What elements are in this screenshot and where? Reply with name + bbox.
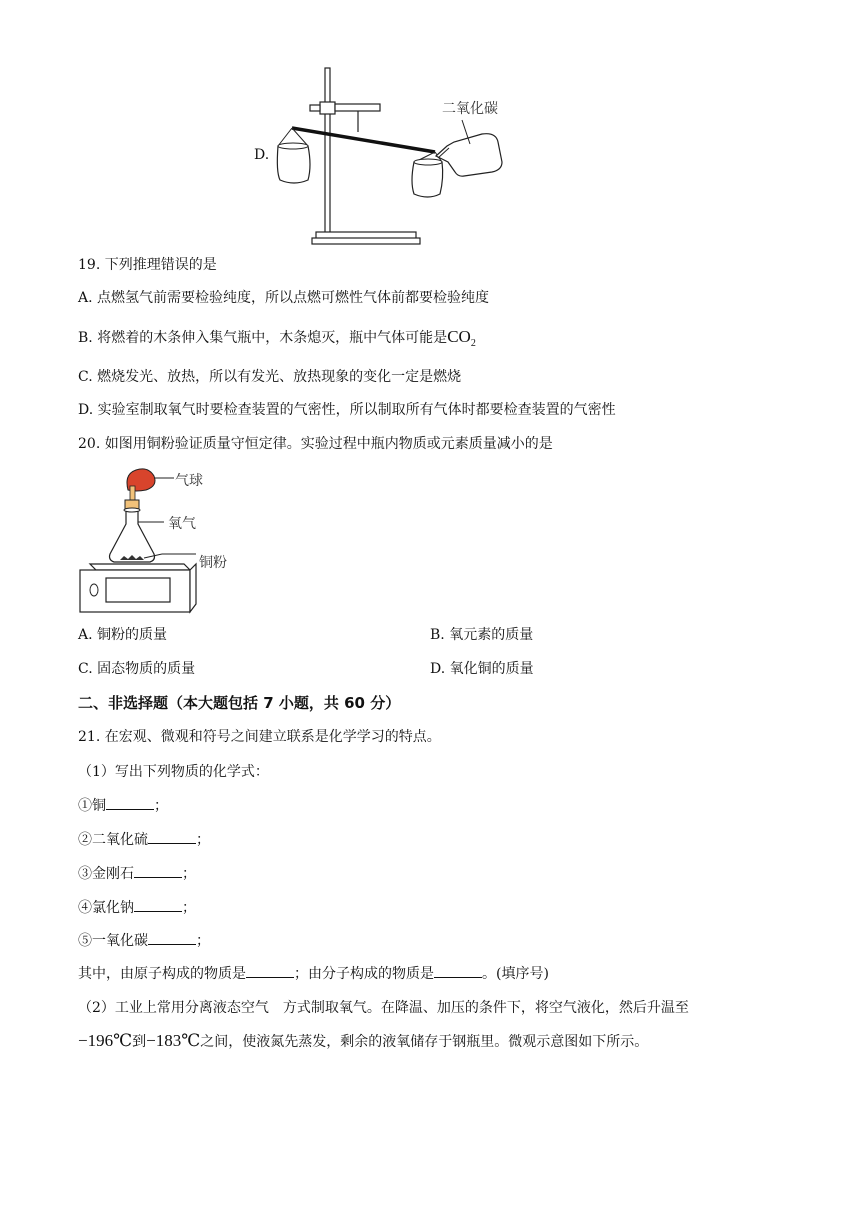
q20-stem: 20. 如图用铜粉验证质量守恒定律。实验过程中瓶内物质或元素质量减小的是: [78, 436, 553, 452]
scale-flask-apparatus: [78, 462, 248, 620]
q21-item-2-text: ②二氧化硫: [78, 832, 148, 848]
q21-item-3-text: ③金刚石: [78, 866, 134, 882]
temperature-connector: 到: [132, 1034, 147, 1050]
answer-blank[interactable]: [246, 965, 294, 978]
q19-option-b: [78, 328, 476, 353]
co2-subscript: 2: [470, 337, 476, 349]
q21-item-end: ；: [182, 900, 196, 916]
q21-summary-b: ；由分子构成的物质是: [294, 966, 434, 982]
q21-part2-line2: [78, 1032, 648, 1051]
q19-option-c: C. 燃烧发光、放热，所以有发光、放热现象的变化一定是燃烧: [78, 369, 462, 385]
q21-item-5: [78, 932, 210, 950]
answer-blank[interactable]: [148, 831, 196, 844]
q21-stem: 21. 在宏观、微观和符号之间建立联系是化学学习的特点。: [78, 729, 441, 745]
q21-item-1-text: ①铜: [78, 798, 106, 814]
q21-item-end: ；: [196, 832, 210, 848]
q19-option-b-text: B. 将燃着的木条伸入集气瓶中，木条熄灭，瓶中气体可能是: [78, 330, 448, 346]
q21-item-end: ；: [196, 933, 210, 949]
figure-copper-experiment: [78, 462, 248, 620]
q19-option-a: A. 点燃氢气前需要检验纯度，所以点燃可燃性气体前都要检验纯度: [78, 290, 490, 306]
q21-item-4-text: ④氯化钠: [78, 900, 134, 916]
q21-summary-c: 。(填序号): [482, 966, 549, 982]
answer-blank[interactable]: [134, 865, 182, 878]
q21-part2-line1: （2）工业上常用分离液态空气 方式制取氧气。在降温、加压的条件下，将空气液化，然后升温至: [78, 1000, 689, 1016]
q21-summary-a: 其中，由原子构成的物质是: [78, 966, 246, 982]
q20-option-d: D. 氧化铜的质量: [430, 661, 534, 677]
q21-part1: （1）写出下列物质的化学式：: [78, 764, 269, 780]
figure-d: [250, 62, 510, 252]
q20-option-c: C. 固态物质的质量: [78, 661, 196, 677]
balloon-label: 气球: [175, 473, 203, 489]
co2-formula: CO: [447, 327, 471, 346]
q21-item-3: [78, 865, 196, 883]
q21-item-1: [78, 797, 168, 815]
figure-d-label: D.: [254, 147, 270, 163]
answer-blank[interactable]: [434, 965, 482, 978]
q19-stem: 19. 下列推理错误的是: [78, 257, 217, 273]
answer-blank[interactable]: [106, 797, 154, 810]
q21-item-end: ；: [182, 866, 196, 882]
balance-apparatus: [250, 62, 510, 252]
q21-item-2: [78, 831, 210, 849]
q20-option-a: A. 铜粉的质量: [78, 627, 168, 643]
answer-blank[interactable]: [148, 932, 196, 945]
q20-option-b: B. 氧元素的质量: [430, 627, 534, 643]
copper-label: 铜粉: [199, 555, 227, 571]
q21-item-4: [78, 899, 196, 917]
q21-item-end: ；: [154, 798, 168, 814]
answer-blank[interactable]: [134, 899, 182, 912]
q21-summary: [78, 965, 549, 983]
q19-option-d: D. 实验室制取氧气时要检查装置的气密性，所以制取所有气体时都要检查装置的气密性: [78, 402, 616, 418]
oxygen-label: 氧气: [168, 516, 196, 532]
co2-label: 二氧化碳: [442, 101, 498, 117]
section-heading: 二、非选择题（本大题包括 7 小题，共 60 分）: [78, 694, 401, 712]
q21-item-5-text: ⑤一氧化碳: [78, 933, 148, 949]
q21-part2-line2-text: 之间，使液氮先蒸发，剩余的液氧储存于钢瓶里。微观示意图如下所示。: [200, 1034, 649, 1050]
temperature-1: −196℃: [78, 1031, 133, 1050]
temperature-2: −183℃: [146, 1031, 201, 1050]
